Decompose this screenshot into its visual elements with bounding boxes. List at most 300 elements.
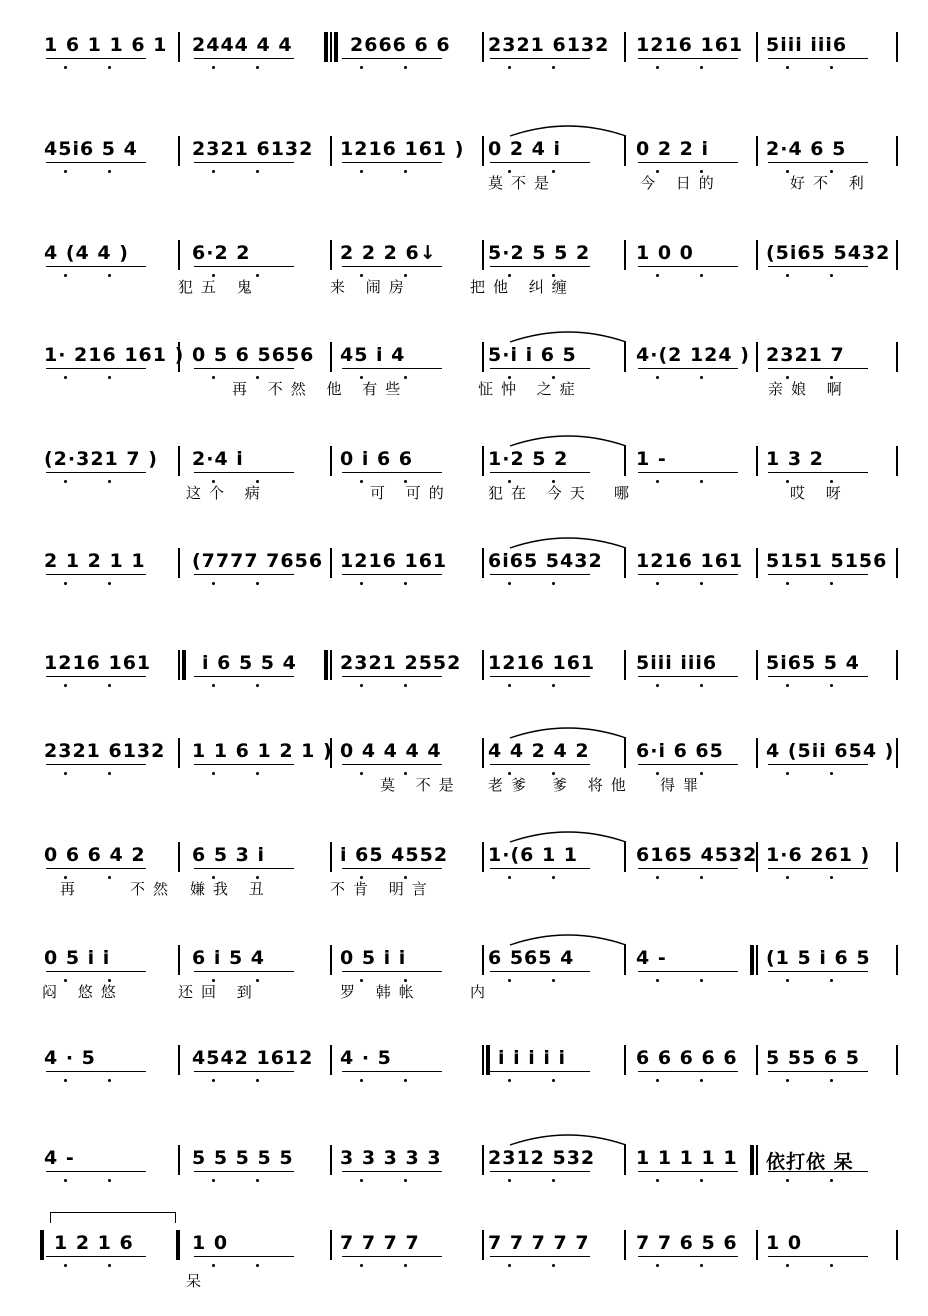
measure: 0 i 6 6 (340, 448, 414, 470)
bar-line (330, 342, 332, 372)
bar-line (330, 650, 332, 680)
octave-dot (64, 1179, 67, 1182)
bar-line (756, 240, 758, 270)
octave-dot (256, 66, 259, 69)
octave-dot (404, 582, 407, 585)
octave-dot (212, 1079, 215, 1082)
lyric-text: 莫 不是 (380, 776, 462, 794)
octave-dot (656, 66, 659, 69)
octave-dot (256, 582, 259, 585)
octave-dot (108, 66, 111, 69)
beam-line (342, 764, 442, 765)
bar-line (178, 548, 180, 578)
measure: 4 4 2 4 2 (488, 740, 590, 762)
octave-dot (830, 684, 833, 687)
repeat-end-sign (176, 1230, 180, 1260)
octave-dot (108, 684, 111, 687)
measure: 1·6 261 ) (766, 844, 871, 866)
octave-dot (212, 376, 215, 379)
octave-dot (830, 274, 833, 277)
slur-arc (508, 534, 628, 550)
beam-line (638, 162, 738, 163)
octave-dot (508, 979, 511, 982)
lyric-text: 呆 (186, 1272, 210, 1290)
octave-dot (786, 772, 789, 775)
repeat-start-sign (40, 1230, 44, 1260)
octave-dot (700, 684, 703, 687)
octave-dot (404, 1179, 407, 1182)
beam-line (342, 266, 442, 267)
beam-line (342, 868, 442, 869)
beam-line (194, 1256, 294, 1257)
octave-dot (108, 1179, 111, 1182)
bar-line (624, 1145, 626, 1175)
beam-line (194, 368, 294, 369)
bar-line (330, 945, 332, 975)
beam-line (46, 1256, 146, 1257)
repeat-end-sign (750, 945, 754, 975)
octave-dot (64, 772, 67, 775)
system-10 (0, 935, 928, 1031)
octave-dot (830, 1079, 833, 1082)
octave-dot (64, 274, 67, 277)
measure: 5 55 6 5 (766, 1047, 860, 1069)
measure: 4 (5ii 654 ) (766, 740, 895, 762)
octave-dot (108, 480, 111, 483)
bar-line (178, 240, 180, 270)
bar-line (896, 650, 898, 680)
bar-line (756, 1230, 758, 1260)
measure: 5151 5156 (766, 550, 888, 572)
beam-line (638, 971, 738, 972)
beam-line (342, 1256, 442, 1257)
measure: 4542 1612 (192, 1047, 314, 1069)
beam-line (46, 868, 146, 869)
lyric-text: 再 不然 他 有些 (232, 380, 409, 398)
lyric-text: 这个 病 (186, 484, 268, 502)
bar-line (896, 1230, 898, 1260)
octave-dot (64, 376, 67, 379)
beam-line (46, 472, 146, 473)
octave-dot (508, 1264, 511, 1267)
bar-line (624, 136, 626, 166)
measure: 1216 161 (340, 550, 448, 572)
bar-line (330, 1045, 332, 1075)
measure: 1 0 0 (636, 242, 694, 264)
measure: 6165 4532 (636, 844, 758, 866)
octave-dot (552, 684, 555, 687)
octave-dot (552, 979, 555, 982)
octave-dot (64, 480, 67, 483)
beam-line (768, 676, 868, 677)
octave-dot (830, 979, 833, 982)
lyric-text: 来 闹房 (330, 278, 412, 296)
slur-arc (508, 432, 628, 448)
measure: 2321 2552 (340, 652, 462, 674)
beam-line (46, 162, 146, 163)
lyric-text: 内 (470, 983, 494, 1001)
bar-line (330, 136, 332, 166)
beam-line (342, 1071, 442, 1072)
octave-dot (552, 582, 555, 585)
bar-line (330, 1145, 332, 1175)
octave-dot (212, 582, 215, 585)
beam-line (194, 676, 294, 677)
beam-line (768, 266, 868, 267)
beam-line (46, 676, 146, 677)
measure: 6·2 2 (192, 242, 251, 264)
measure: 6 565 4 (488, 947, 575, 969)
beam-line (768, 1071, 868, 1072)
beam-line (342, 676, 442, 677)
measure: 6 5 3 i (192, 844, 266, 866)
octave-dot (360, 480, 363, 483)
octave-dot (786, 170, 789, 173)
measure: 1· 216 161 ) (44, 344, 185, 366)
beam-line (768, 368, 868, 369)
bar-line (482, 136, 484, 166)
bar-line (756, 1045, 758, 1075)
bar-line (624, 240, 626, 270)
beam-line (194, 971, 294, 972)
octave-dot (404, 1264, 407, 1267)
octave-dot (212, 170, 215, 173)
octave-dot (786, 684, 789, 687)
octave-dot (360, 170, 363, 173)
measure: 2 1 2 1 1 (44, 550, 146, 572)
bar-line (624, 1230, 626, 1260)
bar-line (178, 842, 180, 872)
bar-line (624, 738, 626, 768)
bar-line (330, 240, 332, 270)
measure: (5i65 5432 (766, 242, 891, 264)
bar-line (482, 342, 484, 372)
measure: 1·(6 1 1 (488, 844, 579, 866)
lyric-text: 好不 利 (790, 174, 872, 192)
system-7 (0, 640, 928, 736)
lyric-text: 闷 悠悠 (42, 983, 124, 1001)
beam-line (490, 676, 590, 677)
bar-line (482, 1145, 484, 1175)
beam-line (490, 162, 590, 163)
system-3 (0, 230, 928, 326)
bar-line (482, 32, 484, 62)
beam-line (194, 162, 294, 163)
system-2 (0, 126, 928, 222)
beam-line (490, 266, 590, 267)
octave-dot (552, 66, 555, 69)
measure: i i i i i (498, 1047, 567, 1069)
lyric-text: 怔忡 之症 (478, 380, 583, 398)
measure: 45 i 4 (340, 344, 406, 366)
octave-dot (212, 1179, 215, 1182)
beam-line (638, 472, 738, 473)
octave-dot (656, 979, 659, 982)
lyric-text: 爹 将他 (552, 776, 634, 794)
bar-line (756, 548, 758, 578)
measure: 1·2 5 2 (488, 448, 569, 470)
beam-line (342, 1171, 442, 1172)
measure: 1216 161 (44, 652, 152, 674)
octave-dot (830, 876, 833, 879)
bar-line (178, 342, 180, 372)
octave-dot (786, 1264, 789, 1267)
bar-line (178, 945, 180, 975)
bar-line (756, 738, 758, 768)
measure: 2·4 6 5 (766, 138, 847, 160)
beam-line (768, 162, 868, 163)
measure: 4 - (44, 1147, 75, 1169)
octave-dot (656, 274, 659, 277)
octave-dot (700, 274, 703, 277)
beam-line (490, 58, 590, 59)
measure: 4 (4 4 ) (44, 242, 129, 264)
octave-dot (700, 376, 703, 379)
bar-line (178, 446, 180, 476)
beam-line (342, 162, 442, 163)
octave-dot (360, 772, 363, 775)
octave-dot (256, 1179, 259, 1182)
bar-line (756, 945, 758, 975)
slur-arc (508, 931, 628, 947)
beam-line (490, 1071, 590, 1072)
bar-line (896, 240, 898, 270)
octave-dot (700, 582, 703, 585)
bar-line (624, 842, 626, 872)
beam-line (342, 971, 442, 972)
octave-dot (700, 876, 703, 879)
octave-dot (786, 66, 789, 69)
octave-dot (64, 684, 67, 687)
beam-line (768, 58, 868, 59)
measure: 依打依 呆 (766, 1151, 854, 1173)
bar-line (178, 32, 180, 62)
octave-dot (830, 772, 833, 775)
beam-line (46, 1171, 146, 1172)
measure: (1 5 i 6 5 (766, 947, 871, 969)
octave-dot (786, 876, 789, 879)
beam-line (194, 574, 294, 575)
octave-dot (552, 876, 555, 879)
bar-line (896, 1045, 898, 1075)
bar-line (178, 650, 180, 680)
octave-dot (108, 376, 111, 379)
measure: 0 6 6 4 2 (44, 844, 146, 866)
measure: 1 0 (766, 1232, 803, 1254)
beam-line (638, 1256, 738, 1257)
bar-line (896, 738, 898, 768)
octave-dot (212, 684, 215, 687)
measure: 1 1 1 1 1 (636, 1147, 738, 1169)
repeat-start-sign (486, 1045, 490, 1075)
measure: 0 2 4 i (488, 138, 562, 160)
repeat-end-sign (324, 32, 328, 62)
beam-line (194, 472, 294, 473)
octave-dot (108, 582, 111, 585)
octave-dot (108, 772, 111, 775)
octave-dot (360, 1179, 363, 1182)
measure: 1 3 2 (766, 448, 824, 470)
beam-line (46, 764, 146, 765)
beam-line (342, 58, 442, 59)
beam-line (194, 1171, 294, 1172)
beam-line (46, 266, 146, 267)
octave-dot (552, 1179, 555, 1182)
beam-line (768, 1256, 868, 1257)
octave-dot (786, 274, 789, 277)
system-11 (0, 1035, 928, 1131)
octave-dot (656, 1179, 659, 1182)
octave-dot (786, 1179, 789, 1182)
octave-dot (830, 1179, 833, 1182)
bar-line (756, 1145, 758, 1175)
bar-line (624, 548, 626, 578)
volta-bracket (50, 1212, 176, 1223)
octave-dot (256, 170, 259, 173)
beam-line (768, 574, 868, 575)
octave-dot (786, 979, 789, 982)
lyric-text: 哎 呀 (790, 484, 849, 502)
measure: 2444 4 4 (192, 34, 293, 56)
octave-dot (360, 582, 363, 585)
measure: 4 - (636, 947, 667, 969)
octave-dot (256, 1079, 259, 1082)
octave-dot (656, 684, 659, 687)
beam-line (342, 472, 442, 473)
bar-line (330, 738, 332, 768)
beam-line (768, 1171, 868, 1172)
measure: 2 2 2 6↓ (340, 242, 437, 264)
measure: 2321 6132 (44, 740, 166, 762)
measure: 6 6 6 6 6 (636, 1047, 738, 1069)
beam-line (46, 971, 146, 972)
octave-dot (256, 684, 259, 687)
lyric-text: 莫不是 (488, 174, 558, 192)
octave-dot (830, 66, 833, 69)
bar-line (330, 32, 332, 62)
beam-line (638, 764, 738, 765)
slur-arc (508, 122, 628, 138)
octave-dot (108, 1079, 111, 1082)
bar-line (482, 240, 484, 270)
measure: 5·2 5 5 2 (488, 242, 591, 264)
beam-line (194, 1071, 294, 1072)
lyric-text: 不肯 明言 (330, 880, 435, 898)
beam-line (194, 58, 294, 59)
lyric-text: 犯五 鬼 (178, 278, 260, 296)
repeat-start-sign (182, 650, 186, 680)
measure: 2321 6132 (488, 34, 610, 56)
measure: 6 i 5 4 (192, 947, 266, 969)
measure: 5iii iii6 (766, 34, 848, 56)
octave-dot (108, 274, 111, 277)
beam-line (46, 1071, 146, 1072)
bar-line (896, 842, 898, 872)
octave-dot (360, 1079, 363, 1082)
measure: 45i6 5 4 (44, 138, 138, 160)
bar-line (624, 446, 626, 476)
beam-line (638, 676, 738, 677)
measure: 0 5 6 5656 (192, 344, 315, 366)
octave-dot (64, 582, 67, 585)
octave-dot (656, 1264, 659, 1267)
measure: 0 4 4 4 4 (340, 740, 442, 762)
system-4 (0, 332, 928, 428)
beam-line (490, 1256, 590, 1257)
bar-line (756, 136, 758, 166)
beam-line (638, 368, 738, 369)
bar-line (624, 32, 626, 62)
octave-dot (108, 876, 111, 879)
bar-line (624, 1045, 626, 1075)
measure: 0 5 i i (340, 947, 407, 969)
measure: (7777 7656 (192, 550, 324, 572)
beam-line (768, 472, 868, 473)
bar-line (756, 32, 758, 62)
measure: 3 3 3 3 3 (340, 1147, 442, 1169)
system-6 (0, 538, 928, 634)
bar-line (178, 1045, 180, 1075)
octave-dot (508, 582, 511, 585)
measure: (2·321 7 ) (44, 448, 158, 470)
beam-line (490, 868, 590, 869)
bar-line (624, 342, 626, 372)
slur-arc (508, 724, 628, 740)
repeat-start-sign (334, 32, 338, 62)
beam-line (342, 574, 442, 575)
octave-dot (360, 1264, 363, 1267)
beam-line (490, 368, 590, 369)
lyric-text: 哪 (614, 484, 638, 502)
lyric-text: 犯在 今天 (488, 484, 593, 502)
bar-line (896, 945, 898, 975)
measure: 2312 532 (488, 1147, 596, 1169)
lyric-text: 嫌我 丑 (190, 880, 272, 898)
bar-line (330, 548, 332, 578)
measure: i 65 4552 (340, 844, 449, 866)
system-5 (0, 436, 928, 532)
beam-line (490, 472, 590, 473)
octave-dot (360, 66, 363, 69)
bar-line (482, 738, 484, 768)
beam-line (768, 868, 868, 869)
system-13 (0, 1220, 928, 1316)
octave-dot (212, 772, 215, 775)
measure: 0 5 i i (44, 947, 111, 969)
lyric-text: 今 日的 (640, 174, 722, 192)
bar-line (896, 136, 898, 166)
measure: 2·4 i (192, 448, 244, 470)
beam-line (490, 764, 590, 765)
bar-line (896, 32, 898, 62)
system-9 (0, 832, 928, 928)
beam-line (638, 58, 738, 59)
measure: 1216 161 (488, 652, 596, 674)
lyric-text: 把他 纠缠 (470, 278, 575, 296)
measure: 5i65 5 4 (766, 652, 860, 674)
bar-line (330, 842, 332, 872)
bar-line (756, 342, 758, 372)
measure: 4 · 5 (44, 1047, 96, 1069)
octave-dot (256, 772, 259, 775)
octave-dot (212, 1264, 215, 1267)
beam-line (638, 574, 738, 575)
octave-dot (700, 1264, 703, 1267)
beam-line (638, 1071, 738, 1072)
octave-dot (64, 66, 67, 69)
measure: 5 5 5 5 5 (192, 1147, 294, 1169)
bar-line (756, 446, 758, 476)
